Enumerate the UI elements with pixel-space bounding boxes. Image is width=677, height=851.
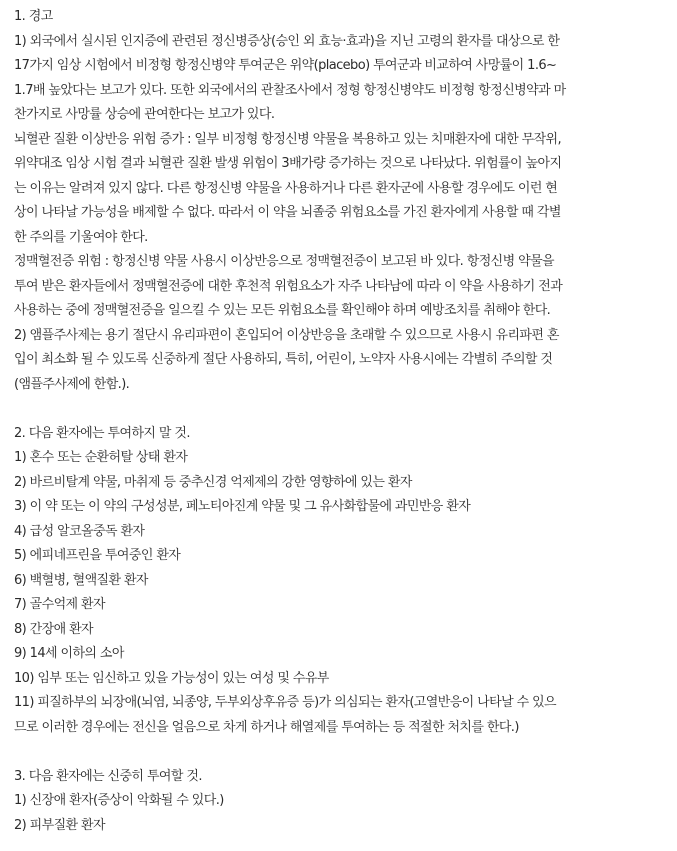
list-item: 11) 피질하부의 뇌장애(뇌염, 뇌종양, 두부외상후유증 등)가 의심되는 환자(고열반응이 나타날 수 있으 (14, 695, 556, 710)
text-line: 상이 나타날 가능성을 배제할 수 없다. 따라서 이 약을 뇌졸중 위험요소를 가진 환자에게 사용할 때 각별 (14, 205, 561, 220)
list-item: 7) 골수억제 환자 (14, 597, 105, 612)
section-heading: 2. 다음 환자에는 투여하지 말 것. (14, 425, 190, 441)
section-heading: 3. 다음 환자에는 신중히 투여할 것. (14, 768, 202, 784)
list-item: 6) 백혈병, 혈액질환 환자 (14, 572, 148, 588)
list-item: 4) 급성 알코올중독 환자 (14, 523, 145, 539)
text-line: 한 주의를 기울여야 한다. (14, 229, 148, 245)
section-warnings (14, 5, 677, 397)
section-heading: 1. 경고 (14, 9, 53, 24)
text-line: 정맥혈전증 위험 : 항정신병 약물 사용시 이상반응으로 정맥혈전증이 보고된 바 있다. 항정신병 약물을 (14, 254, 554, 269)
list-item: 8) 간장애 환자 (14, 621, 93, 637)
section-contraindications (14, 422, 677, 741)
list-item: 1) 신장애 환자(증상이 악화될 수 있다.) (14, 793, 224, 808)
list-item: 9) 14세 이하의 소아 (14, 646, 124, 661)
text-line: 위약대조 임상 시험 결과 뇌혈관 질환 발생 위험이 3배가량 증가하는 것으로 나타났다. 위험률이 높아지 (14, 156, 562, 171)
text-line: 1.7배 높았다는 보고가 있다. 또한 외국에서의 관찰조사에서 정형 항정신병약도 비정형 항정신병약과 마 (14, 82, 566, 98)
section-spacer (14, 740, 677, 765)
section-spacer (14, 397, 677, 422)
text-line: 1) 외국에서 실시된 인지증에 관련된 정신병증상(승인 외 효능·효과)을 지닌 고령의 환자를 대상으로 한 (14, 33, 560, 49)
section-cautions (14, 765, 677, 839)
text-line: 뇌혈관 질환 이상반응 위험 증가 : 일부 비정형 항정신병 약물을 복용하고 있는 치매환자에 대한 무작위, (14, 131, 562, 147)
list-item: 2) 바르비탈계 약물, 마취제 등 중추신경 억제제의 강한 영향하에 있는 환자 (14, 474, 412, 490)
text-line: 투여 받은 환자들에서 정맥혈전증에 대한 후천적 위험요소가 자주 나타남에 따라 이 약을 사용하기 전과 (14, 278, 563, 294)
text-line: 는 이유는 알려져 있지 않다. 다른 항정신병 약물을 사용하거나 다른 환자군에 사용할 경우에도 이런 현 (14, 180, 558, 196)
list-item: 2) 피부질환 환자 (14, 817, 105, 833)
text-line: 17가지 임상 시험에서 비정형 항정신병약 투여군은 위약(placebo) 투여군과 비교하여 사망률이 1.6~ (14, 58, 557, 73)
text-line: (앰플주사제에 한함.). (14, 376, 130, 392)
list-item: 10) 임부 또는 임신하고 있을 가능성이 있는 여성 및 수유부 (14, 670, 329, 686)
text-line: 입이 최소화 될 수 있도록 신중하게 절단 사용하되, 특히, 어린이, 노약자 사용시에는 각별히 주의할 것 (14, 352, 553, 367)
list-item: 므로 이러한 경우에는 전신을 얼음으로 차게 하거나 해열제를 투여하는 등 적절한 처치를 한다.) (14, 719, 519, 735)
list-item: 1) 혼수 또는 순환허탈 상태 환자 (14, 450, 188, 465)
text-line: 찬가지로 사망률 상승에 관여한다는 보고가 있다. (14, 107, 275, 122)
list-item: 3) 이 약 또는 이 약의 구성성분, 페노티아진계 약물 및 그 유사화합물에 과민반응 환자 (14, 499, 471, 514)
text-line: 2) 앰플주사제는 용기 절단시 유리파편이 혼입되어 이상반응을 초래할 수 있으므로 사용시 유리파편 혼 (14, 327, 559, 343)
text-line: 사용하는 중에 정맥혈전증을 일으킬 수 있는 모든 위험요소를 확인해야 하며 예방조치를 취해야 한다. (14, 303, 551, 318)
list-item: 5) 에피네프린을 투여중인 환자 (14, 548, 181, 563)
